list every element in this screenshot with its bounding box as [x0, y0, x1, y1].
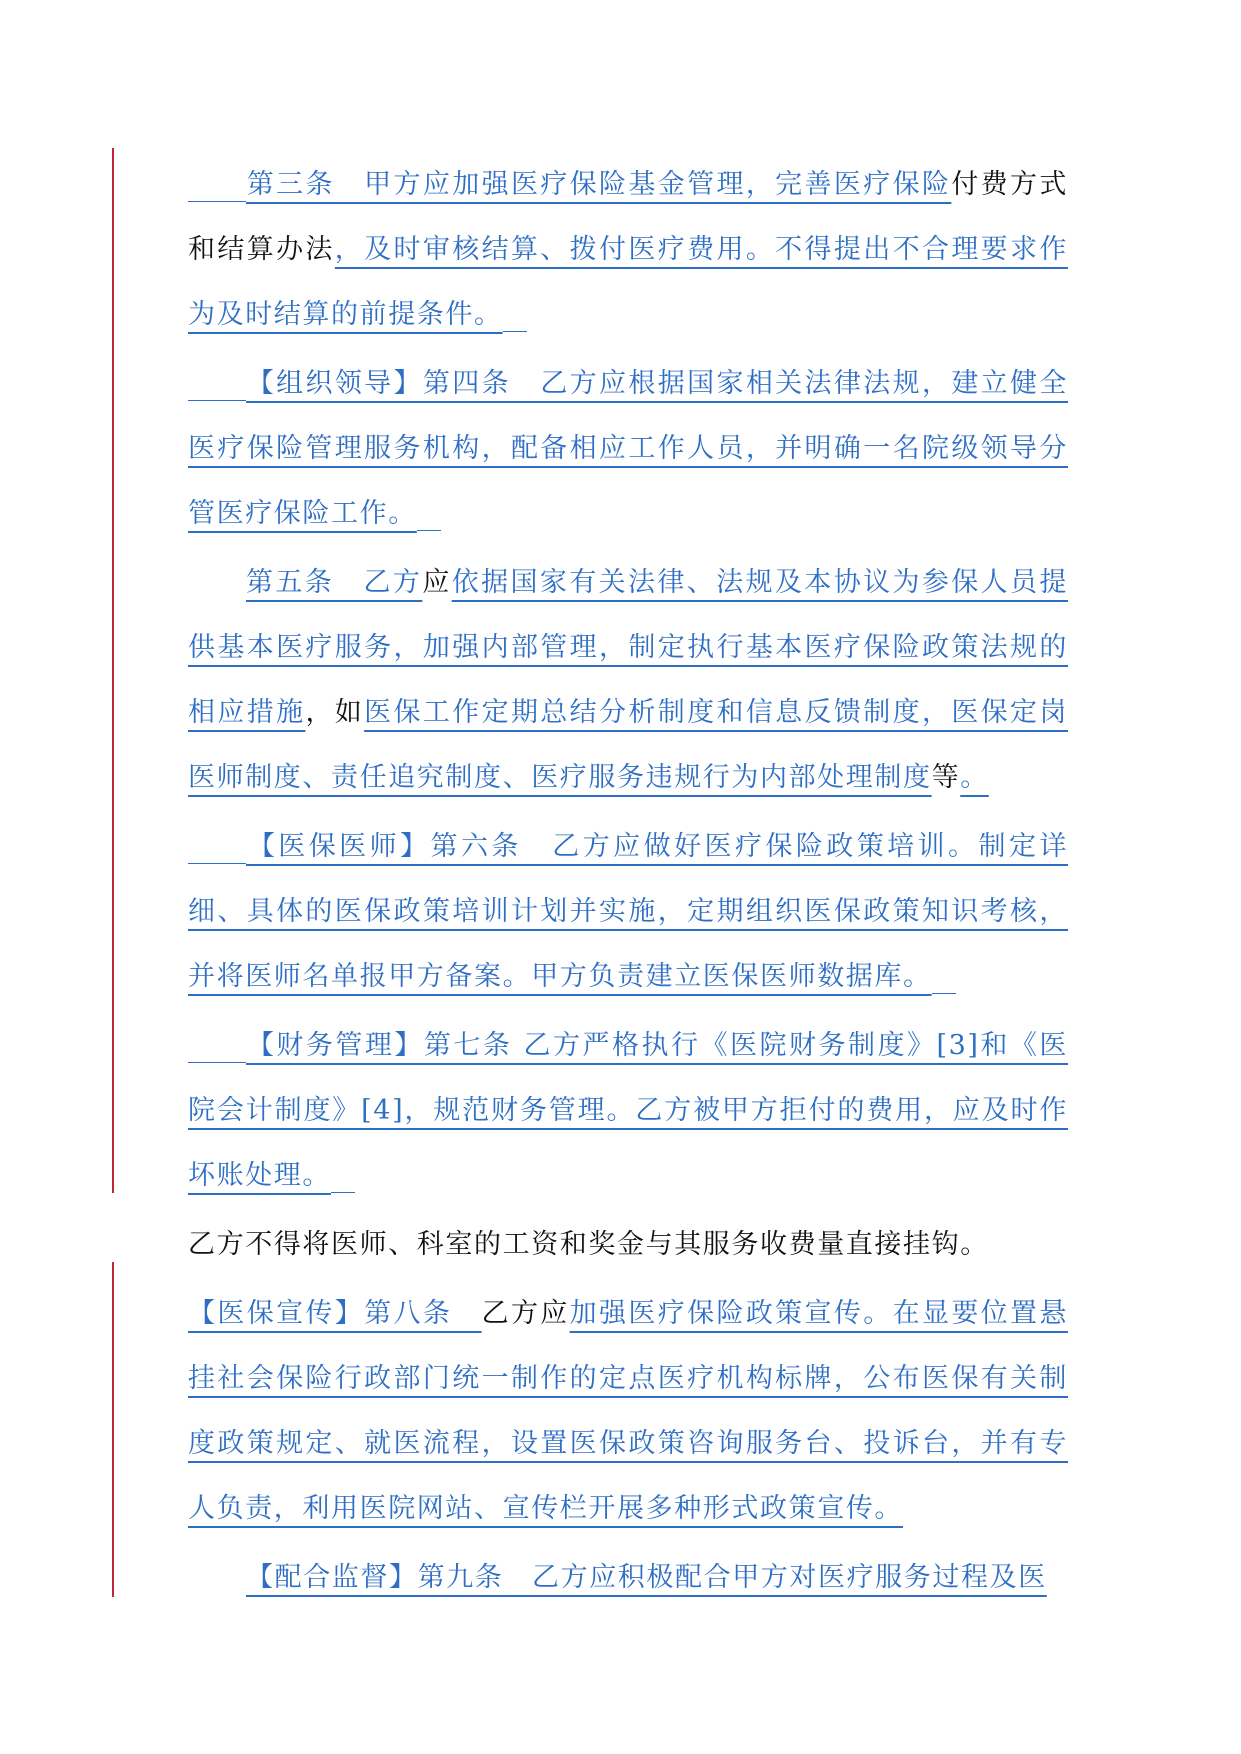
inserted-indent-mark [188, 200, 246, 202]
article-7-paragraph [188, 1013, 1068, 1208]
inserted-indent-mark [188, 1061, 246, 1063]
article-4-paragraph [188, 351, 1068, 546]
inserted-text: 第五条 乙方 [246, 567, 423, 598]
article-7-plain-line [188, 1212, 1068, 1277]
original-text: 付费方式和结算办法 [188, 169, 1068, 265]
inserted-text: 。 [960, 762, 989, 793]
inserted-text: 【医保宣传】第八条 [188, 1298, 482, 1329]
inserted-text: 加强医疗保险政策宣传。在显要位置悬挂社会保险行政部门统一制作的定点医疗机构标牌，公布医保有关制度政策规定、就医流程，设置医保政策咨询服务台、投诉台，并有专人负责，利用医院网站、宣传栏开展多种形式政策宣传。 [188, 1298, 1069, 1524]
inserted-trailing-mark [331, 1191, 355, 1193]
article-8-paragraph [188, 1281, 1068, 1541]
document-body [188, 152, 1068, 1610]
revision-change-bar [112, 148, 114, 1193]
inserted-text: 【配合监督】第九条 乙方应积极配合甲方对医疗服务过程及医 [246, 1562, 1047, 1593]
original-text: 应 [422, 567, 452, 598]
original-text: ，如 [305, 697, 365, 728]
inserted-text: 依据国家有关法律、法规及本协议为参保人员提供基本医疗服务，加强内部管理，制定执行基本医疗保险政策法规的相应措施 [188, 567, 1068, 728]
inserted-trailing-mark [932, 992, 956, 994]
revision-change-bar [112, 1262, 114, 1597]
article-5-paragraph [188, 550, 1068, 810]
inserted-indent-mark [188, 862, 246, 864]
article-9-paragraph [188, 1545, 1068, 1610]
inserted-text: 【财务管理】第七条 乙方严格执行《医院财务制度》[3]和《医院会计制度》[4]，规范财务管理。乙方被甲方拒付的费用，应及时作坏账处理。 [188, 1030, 1068, 1191]
original-text: 乙方应 [481, 1298, 570, 1329]
inserted-text: 医保工作定期总结分析制度和信息反馈制度，医保定岗医师制度、责任追究制度、医疗服务违规行为内部处理制度 [188, 697, 1068, 793]
article-6-paragraph [188, 814, 1068, 1009]
original-text: 等 [931, 762, 961, 793]
inserted-text: 【组织领导】第四条 乙方应根据国家相关法律法规，建立健全医疗保险管理服务机构，配备相应工作人员，并明确一名院级领导分管医疗保险工作。 [188, 368, 1068, 529]
original-text: 乙方不得将医师、科室的工资和奖金与其服务收费量直接挂钩。 [188, 1229, 989, 1260]
article-3-paragraph [188, 152, 1068, 347]
inserted-text: ，及时审核结算、拨付医疗费用。不得提出不合理要求作为及时结算的前提条件。 [188, 234, 1069, 330]
inserted-indent-mark [188, 399, 246, 401]
inserted-text: 第三条 甲方应加强医疗保险基金管理，完善医疗保险 [246, 169, 952, 200]
inserted-trailing-mark [503, 330, 527, 332]
inserted-text: 【医保医师】第六条 乙方应做好医疗保险政策培训。制定详细、具体的医保政策培训计划并实施，定期组织医保政策知识考核，并将医师名单报甲方备案。甲方负责建立医保医师数据库。 [188, 831, 1068, 992]
inserted-trailing-mark [417, 529, 441, 531]
